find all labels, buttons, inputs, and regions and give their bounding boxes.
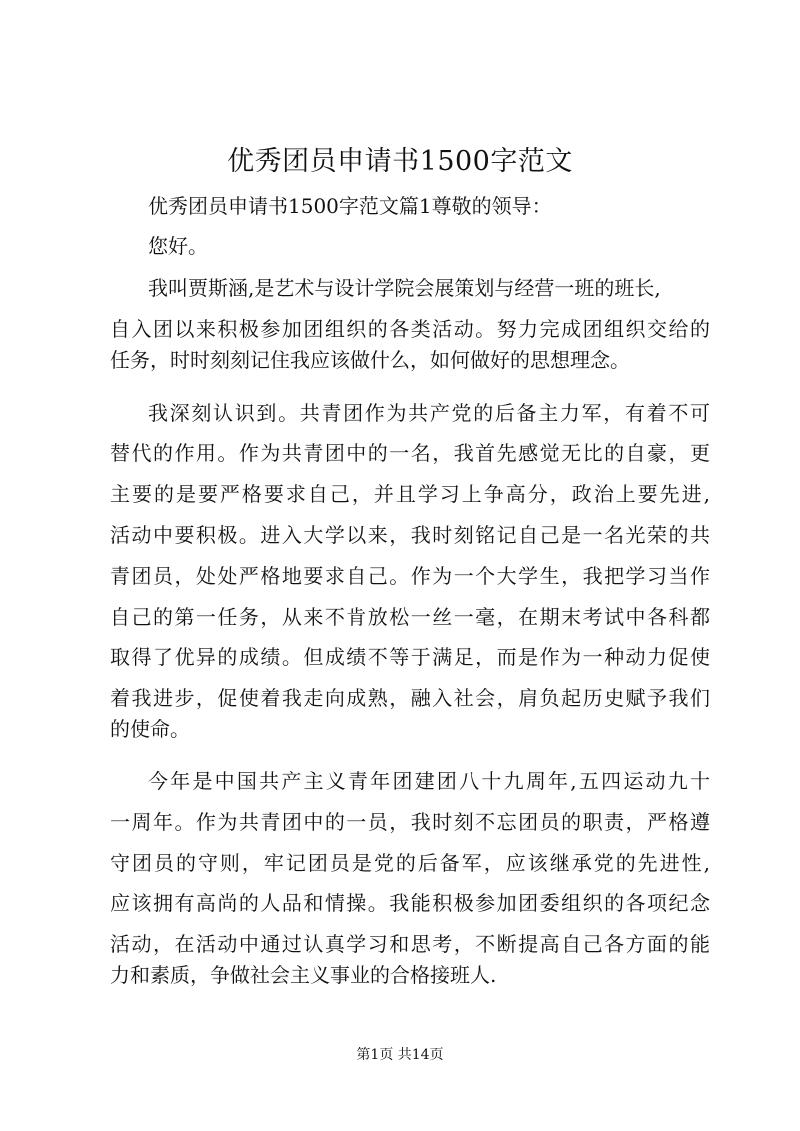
body-line-1: 优秀团员申请书1500字范文篇1尊敬的领导：	[148, 194, 552, 218]
body-line-3: 我叫贾斯涵,是艺术与设计学院会展策划与经营一班的班长,	[148, 276, 661, 300]
body-line-18: 应该拥有高尚的人品和情操。我能积极参加团委组织的各项纪念	[110, 891, 710, 915]
body-line-8: 主要的是要严格要求自己，并且学习上争高分，政治上要先进,	[110, 482, 710, 506]
body-line-15: 今年是中国共产主义青年团建团八十九周年,五四运动九十	[148, 769, 710, 793]
body-line-6: 我深刻认识到。共青团作为共产党的后备主力军，有着不可	[148, 401, 710, 425]
body-line-20: 力和素质，争做社会主义事业的合格接班人.	[110, 963, 497, 987]
body-line-5: 任务，时时刻刻记住我应该做什么，如何做好的思想理念。	[110, 348, 630, 372]
body-line-11: 自己的第一任务，从来不肯放松一丝一毫，在期末考试中各科都	[110, 605, 710, 629]
body-line-16: 一周年。作为共青团中的一员，我时刻不忘团员的职责，严格遵	[110, 810, 710, 834]
body-line-2: 您好。	[148, 234, 208, 258]
page-footer: 第1页 共14页	[356, 1047, 444, 1063]
body-line-10: 青团员，处处严格地要求自己。作为一个大学生，我把学习当作	[110, 564, 710, 588]
body-line-17: 守团员的守则，牢记团员是党的后备军，应该继承党的先进性,	[110, 851, 710, 875]
body-line-13: 着我进步，促使着我走向成熟，融入社会，肩负起历史赋予我们	[110, 686, 710, 710]
page-title: 优秀团员申请书1500字范文	[227, 146, 573, 177]
body-line-4: 自入团以来积极参加团组织的各类活动。努力完成团组织交给的	[110, 317, 710, 341]
body-line-19: 活动，在活动中通过认真学习和思考，不断提高自己各方面的能	[110, 932, 710, 956]
body-line-14: 的使命。	[110, 717, 190, 741]
body-line-7: 替代的作用。作为共青团中的一名，我首先感觉无比的自豪，更	[110, 441, 710, 465]
body-line-12: 取得了优异的成绩。但成绩不等于满足，而是作为一种动力促使	[110, 645, 710, 669]
body-line-9: 活动中要积极。进入大学以来，我时刻铭记自己是一名光荣的共	[110, 523, 710, 547]
